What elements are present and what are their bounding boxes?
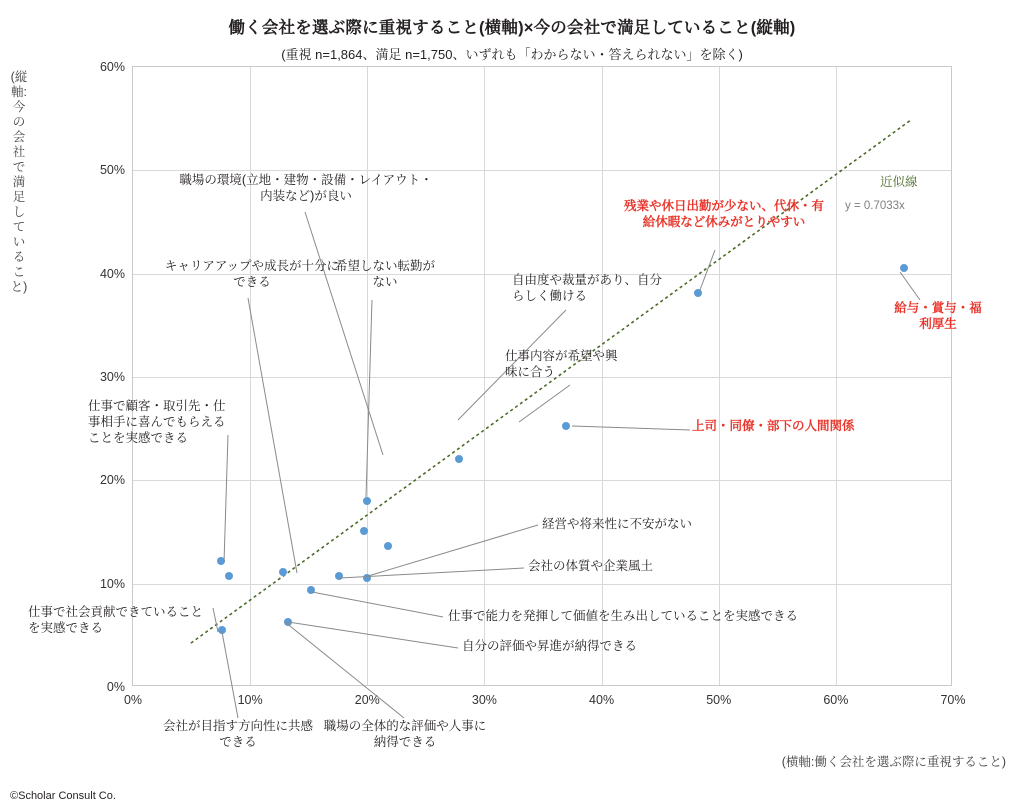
label-job-content: 仕事内容が希望や興味に合う (505, 349, 618, 379)
copyright-text: ©Scholar Consult Co. (10, 790, 116, 802)
data-point (900, 264, 908, 272)
y-tick-3: 30% (99, 370, 125, 384)
data-point (279, 568, 287, 576)
y-tick-1: 10% (99, 576, 125, 591)
data-point (217, 557, 225, 565)
y-tick-5: 50% (99, 163, 125, 178)
label-autonomy: 自由度や裁量があり、自分らしく働ける (512, 273, 663, 303)
label-hr-eval: 職場の全体的な評価や人事に納得できる (323, 719, 487, 749)
x-tick-4: 40% (589, 693, 615, 707)
data-point (363, 497, 371, 505)
data-point (284, 618, 292, 626)
data-point (218, 626, 226, 634)
x-axis-title: (横軸:働く会社を選ぶ際に重視すること) (781, 755, 1006, 769)
y-tick-6: 60% (99, 60, 125, 74)
chart-title: 働く会社を選ぶ際に重視すること(横軸)×今の会社で満足していること(縦軸) (228, 19, 796, 37)
x-tick-3: 30% (471, 693, 497, 707)
x-tick-5: 50% (706, 693, 732, 707)
label-relations: 上司・同僚・部下の人間関係 (692, 419, 855, 433)
label-culture: 会社の体質や企業風土 (528, 559, 654, 573)
x-tick-1: 10% (237, 693, 263, 707)
y-tick-2: 20% (99, 473, 125, 488)
label-vision: 会社が目指す方向性に共感できる (162, 719, 313, 749)
data-point (455, 455, 463, 463)
label-workplace-env: 職場の環境(立地・建物・設備・レイアウト・内装など)が良い (179, 173, 433, 203)
label-no-transfer: 希望しない転勤がない (334, 259, 435, 289)
data-point (307, 586, 315, 594)
data-point (562, 422, 570, 430)
data-point (363, 574, 371, 582)
trendline-label: 近似線 (880, 175, 918, 189)
y-axis-title: (縦軸:今の会社で満足していること) (10, 70, 28, 294)
chart-subtitle: (重視 n=1,864、満足 n=1,750、いずれも「わからない・答えられない」を除く) (281, 47, 743, 62)
label-customer-joy: 仕事で顧客・取引先・仕事相手に喜んでもらえることを実感できる (88, 399, 226, 445)
x-tick-7: 70% (940, 693, 966, 707)
data-point (335, 572, 343, 580)
label-stability: 経営や将来性に不安がない (542, 517, 693, 531)
data-point (225, 572, 233, 580)
trendline-equation: y = 0.7033x (845, 200, 905, 212)
data-point (694, 289, 702, 297)
label-ability: 仕事で能力を発揮して価値を生み出していることを実感できる (448, 609, 799, 623)
x-tick-2: 20% (354, 693, 380, 707)
label-social-contrib: 仕事で社会貢献できていることを実感できる (28, 605, 204, 635)
x-tick-6: 60% (823, 693, 849, 707)
y-tick-4: 40% (99, 266, 125, 281)
label-salary: 給与・賞与・福利厚生 (894, 301, 982, 331)
data-point (360, 527, 368, 535)
y-tick-0: 0% (106, 680, 125, 694)
label-evaluation: 自分の評価や昇進が納得できる (462, 639, 638, 653)
x-tick-0: 0% (123, 693, 143, 707)
label-overtime: 残業や休日出勤が少ない、代休・有給休暇など休みがとりやすい (624, 199, 825, 229)
data-point (384, 542, 392, 550)
label-career-growth: キャリアアップや成長が十分にできる (164, 259, 340, 289)
